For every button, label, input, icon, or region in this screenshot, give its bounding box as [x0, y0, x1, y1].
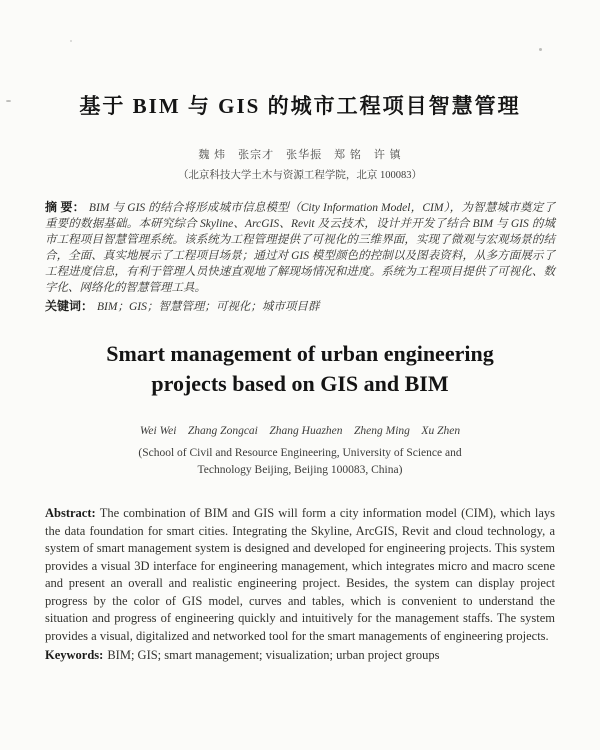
keywords-chinese-label: 关键词：: [45, 299, 94, 313]
abstract-chinese-label: 摘 要：: [45, 200, 85, 214]
scan-speck: [70, 40, 72, 42]
affiliation-english: [45, 445, 555, 479]
authors-chinese: 魏 炜 张宗才 张华振 郑 铭 许 镇: [198, 149, 402, 161]
paper-title-english-line2: projects based on GIS and BIM: [151, 371, 449, 396]
affiliation-english-line1: (School of Civil and Resource Engineering, University of Science and: [138, 447, 462, 459]
abstract-english: [45, 505, 555, 645]
affiliation-chinese: （北京科技大学土木与资源工程学院，北京 100083）: [177, 170, 423, 181]
keywords-chinese: [45, 298, 555, 315]
keywords-english-text: BIM; GIS; smart management; visualization; urban project groups: [107, 648, 440, 662]
paper-title-english: [45, 339, 555, 399]
keywords-english: [45, 647, 555, 665]
affiliation-english-line2: Technology Beijing, Beijing 100083, China): [197, 464, 403, 476]
abstract-chinese-text: BIM 与 GIS 的结合将形成城市信息模型（City Information Model，CIM），为智慧城市奠定了重要的数据基础。本研究综合 Skyline、ArcGIS、Revit 及云技术，设计并开发了结合 BIM 与 GIS 的城市工程项目智慧管理系统。该系统为工程管理提供了可视化的三维界面，实现了微观与宏观场景的结合，全面、真实地展示了工程项目场景；通过对 GIS 模型颜色的控制以及图表资料，从多方面展示了工程进度信息，有利于管理人员快速直观地了解现场情况和进度。系统为工程项目提供了可视化、数字化、网络化的智慧管理工具。: [45, 202, 555, 294]
paper-title-chinese: 基于 BIM 与 GIS 的城市工程项目智慧管理: [79, 94, 521, 118]
paper-title-english-line1: Smart management of urban engineering: [106, 341, 494, 366]
scan-speck: [6, 100, 11, 102]
scan-speck: [539, 48, 542, 51]
abstract-chinese: [45, 199, 555, 296]
authors-english: Wei Wei Zhang Zongcai Zhang Huazhen Zheng Ming Xu Zhen: [139, 425, 461, 437]
abstract-english-text: The combination of BIM and GIS will form a city information model (CIM), which lays the data foundation for smart cities. Integrating the Skyline, ArcGIS, Revit and cloud technology, a system of smart management system is designed and developed for engineering projects. This system provides a visual 3D interface for engineering management, which integrates micro and macro scene and present an overall and realistic engineering project. Besides, the system can display project progress by the color of GIS model, curves and tables, which is convenient to understand the situation and progress of engineering quickly and intuitively for the management staffs. The system provides a visual, digitalized and networked tool for the smart managements of engineering projects.: [45, 506, 555, 643]
keywords-english-label: Keywords:: [45, 648, 104, 662]
keywords-chinese-text: BIM；GIS；智慧管理；可视化；城市项目群: [97, 301, 320, 313]
abstract-english-label: Abstract:: [45, 506, 96, 520]
